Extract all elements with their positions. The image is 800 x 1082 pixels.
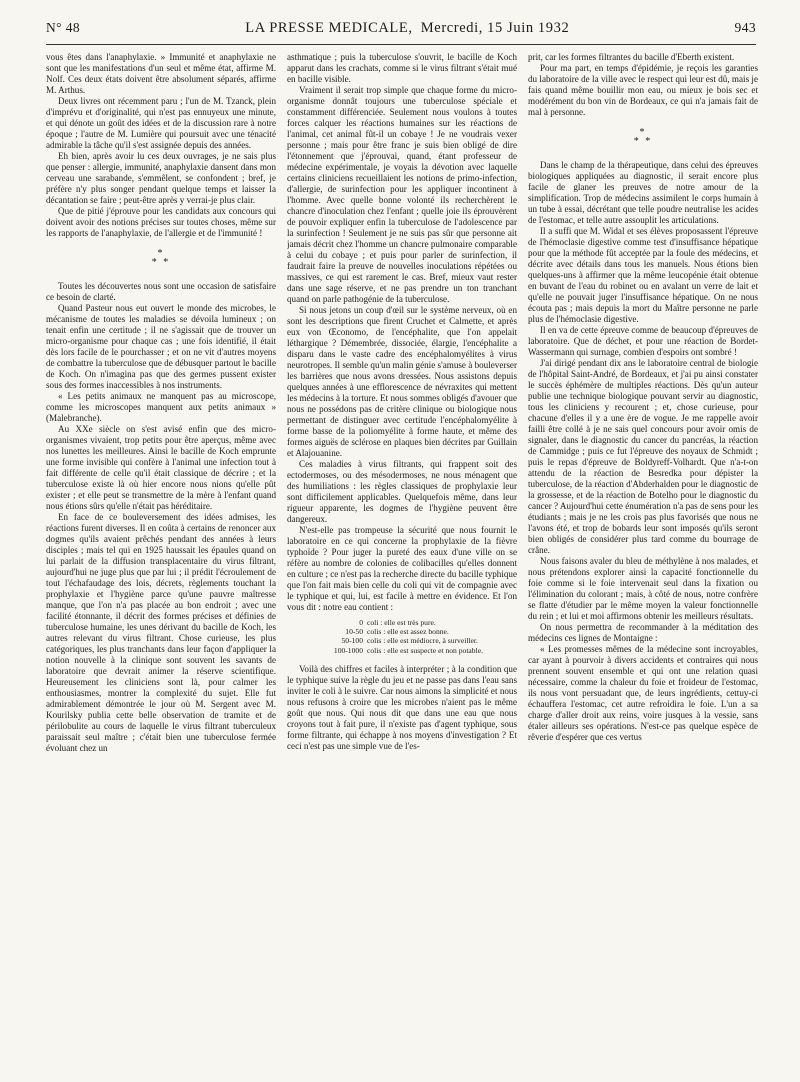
paragraph: Si nous jetons un coup d'œil sur le système nerveux, où en sont les descriptions que firent Cruchet et Calmette, et après eux von Œconomo, de l'encéphalite, que l'on appelait léthargique ? Démembrée, dissociée, élargie, l'encéphalite a disparu dans le vaste cadre des encéphalomyélites à virus neurotropes. Il semble qu'un malin génie s'amuse à bouleverser les barrières que nous avons dressées. Nous assistons depuis quelques années à une efflorescence de névraxites qui mettent les médecins à la torture. Et nous sommes obligés d'avouer que nous ne possédons pas de critère clinique ou biologique nous permettant de distinguer avec certitude l'encéphalomyélite à forme basse de la poliomyélite à forme haute, et même des formes aiguës de sclérose en plaques bien décrites par Guillain et Alajouanine. xyxy=(287,305,517,458)
paragraph: Que de pitié j'éprouve pour les candidats aux concours qui doivent avoir des notions précises sur toutes choses, même sur les rapports de l'anaphylaxie, de l'allergie et de l'immunité ! xyxy=(46,206,276,238)
colony-count: 0 xyxy=(359,618,363,627)
paragraph: Voilà des chiffres et faciles à interpréter ; à la condition que le typhique suive la règle du jeu et ne passe pas dans l'eau sans inviter le coli à le suivre. Car nous aimons la simplicité et nous nous refusons à croire que les microbes n'aient pas le même goût que nous. Qui nous dit que dans une eau que nous croyons tout à fait pure, il n'existe pas d'agent typhique, sous forme filtrante, qui échappe à nos moyens d'investigation ? Et ceci n'est pas une simple vue de l'es- xyxy=(287,663,517,751)
journal-masthead xyxy=(245,20,569,37)
header-rule xyxy=(46,44,756,45)
paragraph: « Les petits animaux ne manquent pas au microscope, comme les microscopes manquent aux petits animaux » (Malebranche). xyxy=(46,391,276,423)
column-1 xyxy=(46,52,276,1067)
paragraph: Eh bien, après avoir lu ces deux ouvrages, je ne sais plus que penser : allergie, immunité, anaphylaxie dansent dans mon cerveau une sarabande, s'emmêlent, se confondent ; bref, je préfère n'y plus songer pendant quelque temps et laisser la décantation se faire ; peut-être après y verrai-je plus clair. xyxy=(46,151,276,205)
section-break-asterisks: * * * xyxy=(633,127,653,147)
column-2 xyxy=(287,52,517,1067)
paragraph: On nous permettra de recommander à la méditation des médecins ces lignes de Montaigne : xyxy=(528,622,758,643)
table-row xyxy=(319,636,517,645)
table-row xyxy=(319,627,517,636)
paragraph: prit, car les formes filtrantes du bacille d'Eberth existent. xyxy=(528,52,735,62)
table-row xyxy=(319,618,517,627)
paragraph: Quand Pasteur nous eut ouvert le monde des microbes, le mécanisme de toutes les maladies se dévoila lumineux ; on tenait enfin une certitude ; il ne s'agissait que de trouver un micro-organisme pour chaque cas ; une fois identifié, il était dès lors facile de le pourchasser ; et on ne vit d'autres moyens de combattre la tuberculose que de débusquer partout le bacille de Koch. On n'imagina pas que des germes pussent exister sous des formes inaccessibles à nos instruments. xyxy=(46,303,276,390)
paragraph: Au XXe siècle on s'est avisé enfin que des micro-organismes vivaient, trop petits pour être aperçus, même avec nos lunettes les meilleures. Ainsi le bacille de Koch emprunte une forme invisible qui confère à l'animal une infection tout à fait différente de celle qu'il était classique de décrire ; et la tuberculose existe là où hier encore nous nions qu'elle pût exister ; et elle peut se transmettre de la mère à l'enfant quand nous étions sûrs qu'elle n'était pas héréditaire. xyxy=(46,424,276,511)
quality-description: colis : elle est médiocre, à surveiller. xyxy=(367,636,478,646)
column-3 xyxy=(528,52,758,1067)
paragraph: « Les promesses mêmes de la médecine sont incroyables, car ayant à pourvoir à divers accidents et contraires qui nous prennent souvent ensemble et qui ont une relation quasi nécessaire, comme la chaleur du foie et froideur de l'estomac, ils nous vont persuadant que, de leurs ingrédients, cettuy-ci échauffera l'estomac, cet autre refroidira le foie. L'un a sa charge d'aller droit aux reins, voire jusques à la vessie, sans étaler ailleurs ses opérations. N'est-ce pas quelque espèce de rêverie d'espérer que ces vertus xyxy=(528,644,758,742)
paragraph: Il a suffi que M. Widal et ses élèves proposassent l'épreuve de l'hémoclasie digestive comme test d'insuffisance hépatique pour que la méthode fût acceptée par la foule des médecins, et décrite avec détails dans tous les manuels. Nous étions bien quelques-uns à affirmer que la même leucopénie était obtenue en buvant de l'eau du robinet ou en avalant un verre de lait et qu'elle ne pouvait juger l'insuffisance hépatique. On ne nous écouta pas ; mais depuis la mort du Maître personne ne parle plus de l'hémoclasie digestive. xyxy=(528,226,758,324)
paragraph: Il en va de cette épreuve comme de beaucoup d'épreuves de laboratoire. Que de déchet, et pour une réaction de Bordet-Wassermann qui surnage, combien d'espoirs ont sombré ! xyxy=(528,325,758,357)
journal-title: LA PRESSE MEDICALE, xyxy=(245,20,413,36)
paragraph: Deux livres ont récemment paru ; l'un de M. Tzanck, plein d'imprévu et d'originalité, qui n'est pas ennuyeux une minute, et qui dénote un goût des idées et de la discussion rare à notre époque ; l'autre de M. Lumière qui poursuit avec une ténacité admirable la tâche qu'il s'est assignée depuis des années. xyxy=(46,96,276,150)
colony-count: 50-100 xyxy=(341,636,363,646)
paragraph: Ces maladies à virus filtrants, qui frappent soit des ectodermoses, ou des mésodermoses, ne nous ménagent que des humiliations : les règles classiques de prophylaxie leur sont difficilement applicables. Quelquefois même, dans leur rigueur apparente, les dogmes de l'hygiène peuvent être dangereux. xyxy=(287,459,517,524)
paragraph: Toutes les découvertes nous sont une occasion de satisfaire ce besoin de clarté. xyxy=(46,281,276,302)
paragraph: Dans le champ de la thérapeutique, dans celui des épreuves biologiques appliquées au diagnostic, il serait encore plus facile de glaner les preuves de notre amour de la simplification. Trop de médecins assimilent le corps humain à un tube à essai, décrétant que telle poudre neutralise les acides de l'estomac, et telle autre assouplit les articulations. xyxy=(528,160,758,225)
quality-description: colis : elle est suspecte et non potable. xyxy=(367,645,483,655)
issue-date: Mercredi, 15 Juin 1932 xyxy=(420,20,570,36)
colony-count: 10-50 xyxy=(345,627,363,637)
water-quality-table xyxy=(319,618,517,655)
page-number: 943 xyxy=(734,20,756,35)
table-row xyxy=(319,646,517,655)
paragraph: vous êtes dans l'anaphylaxie. » Immunité et anaphylaxie ne sont que les manifestations d'un seul et même état, affirme M. Nolf. Ces deux états doivent être absolument séparés, affirme M. Arthus. xyxy=(46,52,276,95)
paragraph: N'est-elle pas trompeuse la sécurité que nous fournit le laboratoire en ce qui concerne la prophylaxie de la fièvre typhoïde ? Pour juger la pureté des eaux d'une ville on se réfère au nombre de colonies de colibacilles qu'elles donnent en culture ; ce n'est pas la recherche directe du bacille typhique que l'on fait mais bien celle du coli qui vit de compagnie avec le typhique et qui, lui, est facile à mettre en évidence. Et l'on vous dit : notre eau contient : xyxy=(287,525,517,612)
colony-count: 100-1000 xyxy=(333,645,363,655)
paragraph: J'ai dirigé pendant dix ans le laboratoire central de biologie de l'hôpital Saint-André, de Bordeaux, et j'ai pu ainsi constater le succès éphémère de multiples réactions. Dès qu'un auteur publie une technique biologique pouvant servir au diagnostic, tous les cliniciens y recourent ; et, chose curieuse, pour chacune d'elles il y a une ère de vogue. Je me rappelle avoir failli être collé à je ne sais quel concours pour avoir omis de signaler, dans le diagnostic du cancer du pancréas, la réaction de Cammidge ; puis ce fut l'épreuve des noyaux de Schmidt ; puis le repas d'épreuve de Boldyreff-Volhardt. Que n'a-t-on attendu de la réaction de Besredka pour dépister la tuberculose, de la réaction d'Abderhalden pour le diagnostic de la grossesse, et de la réaction de Botelho pour le diagnostic du cancer ? Aujourd'hui cette énumération n'a pas de sens pour les étudiants ; mais je ne les crois pas plus favorisés que nous ne l'avons été, et trop de bobards leur sont imposés qu'ils seront bien obligés de considérer plus tard comme du bourrage de crâne. xyxy=(528,358,758,555)
issue-number: N° 48 xyxy=(46,20,81,35)
paragraph: Vraiment il serait trop simple que chaque forme du micro-organisme donnât toujours une tuberculose spéciale et constamment différenciée. Seulement nous voulons à toutes forces calquer les réactions humaines sur les réactions de l'animal, cet animal fût-il un cobaye ! Je ne voudrais vexer personne ; mais pour être franc je suis bien obligé de dire l'étonnement que j'éprouvai, quand, étant professeur de médecine expérimentale, je voyais la dévotion avec laquelle certains cliniciens recueillaient les notions de primo-infection, d'allergie, de surinfection pour les appliquer incontinent à l'homme. Avec quelle bonne volonté ils recherchèrent le chancre d'inoculation chez l'enfant ; quelle joie ils éprouvèrent de pouvoir expliquer enfin la tuberculose de l'adolescence par la surinfection ! Seulement je ne suis pas sûr que personne ait jamais décrit chez l'homme un chancre pulmonaire comparable à celui du cobaye ; et puis pour parler de surinfection, il faudrait faire la preuve de nouvelles inoculations répétées ou massives, ce qui est rarement le cas. Bref, mieux vaut rester dans une sage réserve, et ne pas prendre un ton tranchant quand on parle pathogénie de la tuberculose. xyxy=(287,85,517,304)
paragraph: asthmatique ; puis la tuberculose s'ouvrit, le bacille de Koch apparut dans les crachats, comme si le virus filtrant s'était mué en bacille visible. xyxy=(287,52,517,84)
quality-description: coli : elle est très pure. xyxy=(367,618,436,627)
paragraph: En face de ce bouleversement des idées admises, les réactions furent diverses. Il en coûta à certains de renoncer aux dogmes qu'ils avaient prêchés pendant des années à leurs disciples ; mais tel qui en 1925 haussait les épaules quand on lui parlait de la diffusion transplacentaire du virus filtrant, aujourd'hui ne juge plus que par lui ; il prédit l'écroulement de tout l'échafaudage des lois, décrets, règlements touchant la prophylaxie et l'hygiène parce qu'une pauvre maîtresse manque, que l'on n'a pas placée au bon endroit ; avec une facilité étonnante, il décrit des formes précises et définies de tuberculose humaine, les unes dérivant du bacille de Koch, les autres relevant du virus filtrant. Chose curieuse, les plus catégoriques, les plus tranchants dans leur façon d'appliquer la notion nouvelle à la clinique sont souvent les savants de laboratoire que devrait animer la réserve scientifique. Heureusement les cliniciens sont là, pour calmer les enthousiasmes, montrer la complexité du sujet. Elle fut admirablement démontrée le jour où M. Sergent avec M. Kourilsky publia cette belle observation de tramite et de périlobulite au cours de laquelle le virus filtrant tuberculeux paraissait seul maître ; c'était bien une tuberculose fermée évoluant chez un xyxy=(46,512,276,753)
section-break-asterisks: * * * xyxy=(151,248,171,268)
page-header xyxy=(46,20,756,44)
paragraph: Nous faisons avaler du bleu de méthylène à nos malades, et nous prétendons explorer ainsi la capacité fonctionnelle du foie comme si le foie intervenait seul dans la fixation ou l'élimination du colorant ; mais, à côté de nous, notre confrère se flatte d'étudier par le même moyen la valeur fonctionnelle du rein ; et lui et moi affirmons obtenir les meilleurs résultats. xyxy=(528,556,758,621)
paragraph: Pour ma part, en temps d'épidémie, je reçois les garanties du laboratoire de la ville avec le respect qui leur est dû, mais je fais quand même bouillir mon eau, ou mieux je bois sec et modérément du bon vin de Bordeaux, ce qui n'a jamais fait de mal à personne. xyxy=(528,63,758,117)
quality-description: colis : elle est assez bonne. xyxy=(367,627,449,637)
